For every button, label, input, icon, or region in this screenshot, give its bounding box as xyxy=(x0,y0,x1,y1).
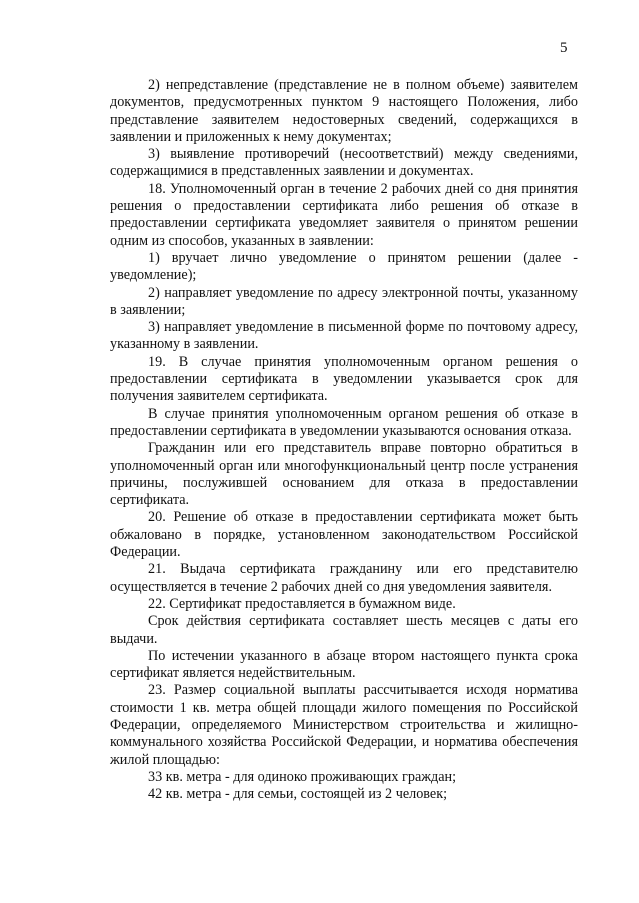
paragraph-22-expiry: По истечении указанного в абзаце втором настоящего пункта срока сертификат является недействительным. xyxy=(110,647,578,682)
paragraph-23-family-2: 42 кв. метра - для семьи, состоящей из 2 человек; xyxy=(148,786,448,803)
paragraph-22: 22. Сертификат предоставляется в бумажном виде. xyxy=(148,595,456,612)
paragraph-17-2: 2) непредставление (представление не в полном объеме) заявителем документов, предусмотренных пунктом 9 настоящего Положения, либо представление заявителем недостоверных сведений, содержащихся в заявлении и приложенных к нему документах; xyxy=(110,77,578,145)
paragraph-18-1: 1) вручает лично уведомление о принятом решении (далее - уведомление); xyxy=(110,249,578,284)
paragraph-18-3: 3) направляет уведомление в письменной форме по почтовому адресу, указанному в заявлении. xyxy=(110,319,578,353)
paragraph-22-validity: Срок действия сертификата составляет шесть месяцев с даты его выдачи. xyxy=(110,613,578,647)
paragraph-17-3: 3) выявление противоречий (несоответствий) между сведениями, содержащимися в представленных заявлении и документах. xyxy=(110,146,578,180)
page-number: 5 xyxy=(560,40,568,56)
paragraph-19-refusal: В случае принятия уполномоченным органом решения об отказе в предоставлении сертификата в уведомлении указываются основания отказа. xyxy=(110,405,578,439)
document-body xyxy=(110,77,578,803)
paragraph-23-single: 33 кв. метра - для одиноко проживающих граждан; xyxy=(148,768,457,785)
paragraph-23: 23. Размер социальной выплаты рассчитывается исходя норматива стоимости 1 кв. метра общей площади жилого помещения по Российской Федерации, определяемого Министерством строительства и жилищно-коммунального хозяйства Российской Федерации, и норматива обеспечения жилой площадью: xyxy=(110,682,578,768)
paragraph-18: 18. Уполномоченный орган в течение 2 рабочих дней со дня принятия решения о предоставлении сертификата либо решения об отказе в предоставлении сертификата уведомляет заявителя о принятом решении одним из способов, указанных в заявлении: xyxy=(110,180,578,249)
paragraph-21: 21. Выдача сертификата гражданину или его представителю осуществляется в течение 2 рабочих дней со дня уведомления заявителя. xyxy=(110,561,578,595)
paragraph-20: 20. Решение об отказе в предоставлении сертификата может быть обжаловано в порядке, установленном законодательством Российской Федерации. xyxy=(110,509,578,561)
paragraph-19: 19. В случае принятия уполномоченным органом решения о предоставлении сертификата в уведомлении указывается срок для получения заявителем сертификата. xyxy=(110,353,578,405)
paragraph-18-2: 2) направляет уведомление по адресу электронной почты, указанному в заявлении; xyxy=(110,284,578,318)
paragraph-19-reapply: Гражданин или его представитель вправе повторно обратиться в уполномоченный орган или многофункциональный центр после устранения причины, послужившей основанием для отказа в предоставлении сертификата. xyxy=(110,440,578,509)
